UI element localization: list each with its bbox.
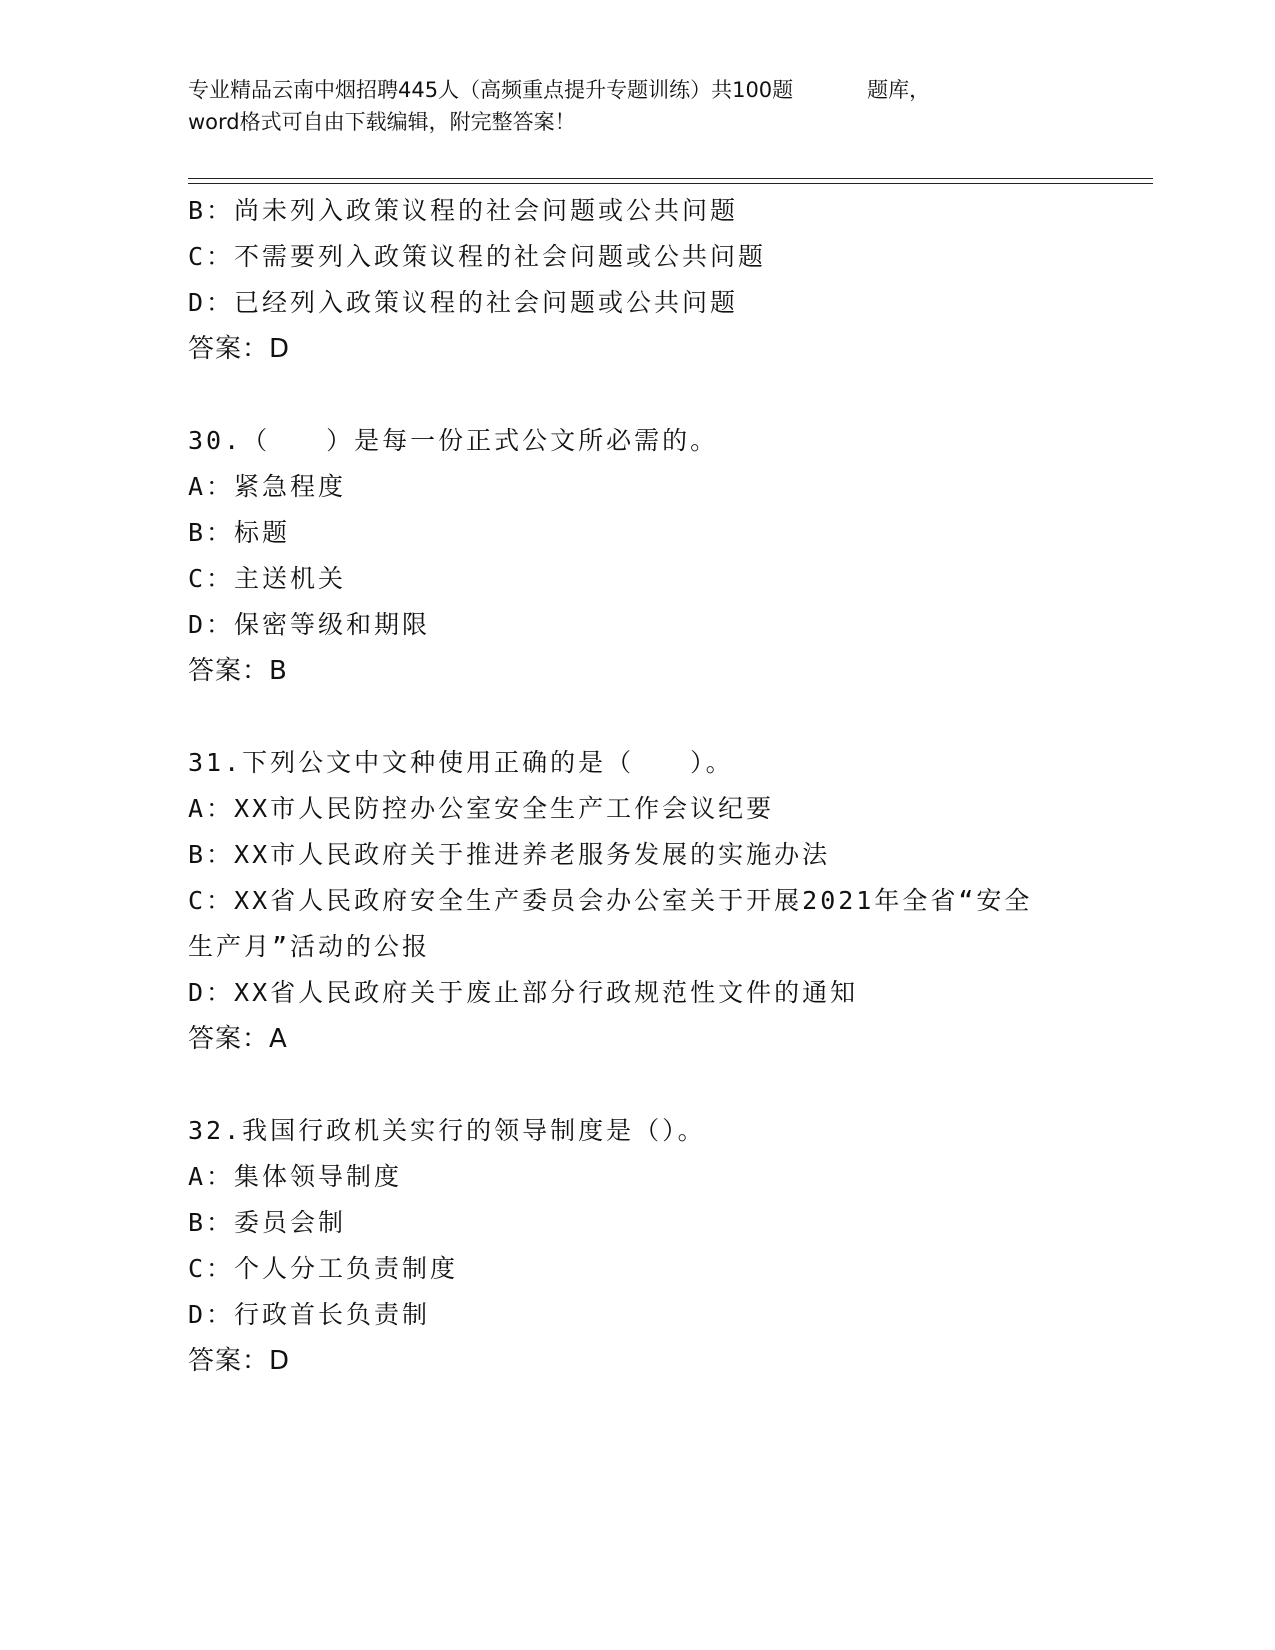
document-body bbox=[188, 188, 1088, 1384]
option-c: C：XX省人民政府安全生产委员会办公室关于开展2021年全省“安全 bbox=[188, 886, 1033, 915]
question-32 bbox=[188, 1108, 1088, 1384]
answer: 答案：A bbox=[188, 1024, 288, 1054]
header-title-suffix: 题库， bbox=[867, 78, 931, 102]
option-a: A：XX市人民防控办公室安全生产工作会议纪要 bbox=[188, 794, 775, 823]
option-b: B：尚未列入政策议程的社会问题或公共问题 bbox=[188, 196, 739, 225]
option-c-continued: 生产月”活动的公报 bbox=[188, 932, 431, 961]
option-c: C：不需要列入政策议程的社会问题或公共问题 bbox=[188, 242, 767, 271]
option-b: B：标题 bbox=[188, 518, 291, 547]
option-d: D：XX省人民政府关于废止部分行政规范性文件的通知 bbox=[188, 978, 859, 1007]
question-31 bbox=[188, 740, 1088, 1062]
option-a: A：集体领导制度 bbox=[188, 1162, 403, 1191]
prev-question bbox=[188, 188, 1088, 372]
answer: 答案：D bbox=[188, 1346, 291, 1376]
option-d: D：保密等级和期限 bbox=[188, 610, 431, 639]
answer: 答案：D bbox=[188, 334, 291, 364]
option-b: B：XX市人民政府关于推进养老服务发展的实施办法 bbox=[188, 840, 831, 869]
header-title: 专业精品云南中烟招聘445人（高频重点提升专题训练）共100题 bbox=[188, 78, 794, 102]
header-divider-top bbox=[188, 178, 1153, 179]
page-header bbox=[188, 74, 1078, 138]
header-divider-bottom bbox=[188, 183, 1153, 184]
option-c: C：个人分工负责制度 bbox=[188, 1254, 459, 1283]
question-stem: 30.（ ）是每一份正式公文所必需的。 bbox=[188, 426, 719, 455]
header-line-2: word格式可自由下载编辑，附完整答案！ bbox=[188, 110, 576, 134]
question-stem: 31.下列公文中文种使用正确的是（ ）。 bbox=[188, 748, 734, 777]
answer: 答案：B bbox=[188, 656, 288, 686]
option-d: D：行政首长负责制 bbox=[188, 1300, 431, 1329]
question-30 bbox=[188, 418, 1088, 694]
option-d: D：已经列入政策议程的社会问题或公共问题 bbox=[188, 288, 739, 317]
option-a: A：紧急程度 bbox=[188, 472, 347, 501]
option-c: C：主送机关 bbox=[188, 564, 347, 593]
question-stem: 32.我国行政机关实行的领导制度是（）。 bbox=[188, 1116, 706, 1145]
option-b: B：委员会制 bbox=[188, 1208, 347, 1237]
header-line-1 bbox=[188, 74, 1078, 106]
